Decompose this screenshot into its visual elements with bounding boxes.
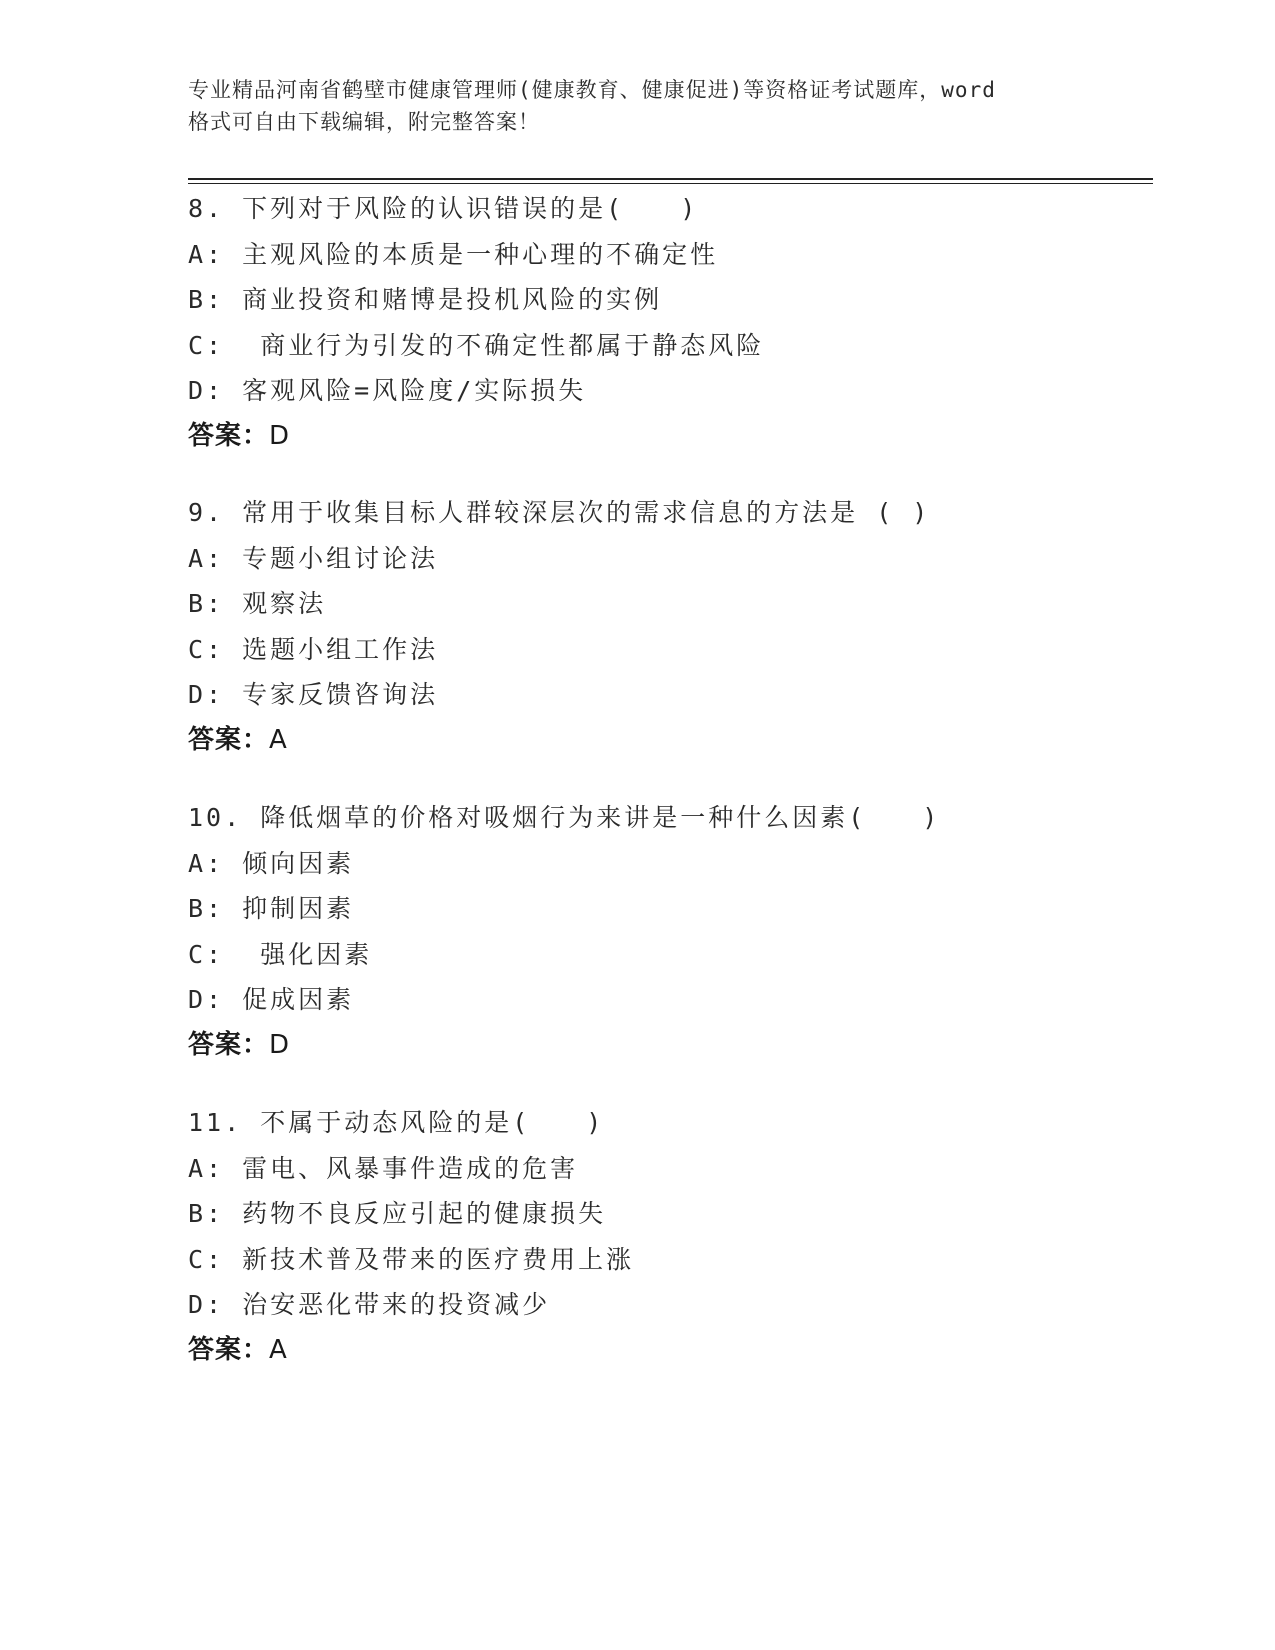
- answer-label: 答案：: [188, 1334, 270, 1365]
- option-b: B: 商业投资和赌博是投机风险的实例: [188, 285, 663, 314]
- option-a: A: 主观风险的本质是一种心理的不确定性: [188, 239, 719, 269]
- option-c: C: 新技术普及带来的医疗费用上涨: [188, 1244, 635, 1274]
- option-a: A: 倾向因素: [188, 848, 355, 878]
- question-8: [188, 186, 1148, 459]
- option-d: D: 客观风险=风险度/实际损失: [188, 376, 587, 405]
- question-11: [188, 1100, 1148, 1373]
- question-stem: 9. 常用于收集目标人群较深层次的需求信息的方法是 ( ): [188, 498, 931, 527]
- option-d: D: 治安恶化带来的投资减少: [188, 1290, 551, 1319]
- question-stem: 11. 不属于动态风险的是( ): [188, 1108, 605, 1137]
- question-stem: 8. 下列对于风险的认识错误的是( ): [188, 194, 699, 223]
- option-b: B: 抑制因素: [188, 894, 355, 923]
- option-b: B: 药物不良反应引起的健康损失: [188, 1199, 607, 1228]
- answer-label: 答案：: [188, 420, 270, 451]
- header-divider-thin: [188, 183, 1153, 184]
- header-divider-thick: [188, 178, 1153, 180]
- option-d: D: 专家反馈咨询法: [188, 680, 439, 709]
- answer-value: D: [269, 420, 291, 451]
- answer: [188, 1023, 1148, 1069]
- option-c: C: 选题小组工作法: [188, 634, 439, 664]
- answer-label: 答案：: [188, 724, 270, 755]
- question-stem: 10. 降低烟草的价格对吸烟行为来讲是一种什么因素( ): [188, 803, 941, 832]
- answer-value: A: [269, 1334, 288, 1365]
- option-a: A: 雷电、风暴事件造成的危害: [188, 1153, 579, 1183]
- option-a: A: 专题小组讨论法: [188, 543, 439, 573]
- question-10: [188, 795, 1148, 1068]
- answer-value: A: [269, 724, 288, 755]
- option-b: B: 观察法: [188, 589, 327, 618]
- header-line-2: 格式可自由下载编辑，附完整答案！: [188, 110, 540, 134]
- answer: [188, 1328, 1148, 1374]
- option-c: C: 商业行为引发的不确定性都属于静态风险: [188, 330, 765, 360]
- answer-value: D: [269, 1029, 291, 1060]
- document-header: [188, 74, 1088, 138]
- answer-label: 答案：: [188, 1029, 270, 1060]
- answer: [188, 414, 1148, 460]
- header-line-1: 专业精品河南省鹤壁市健康管理师(健康教育、健康促进)等资格证考试题库，word: [188, 78, 996, 102]
- question-9: [188, 490, 1148, 763]
- option-c: C: 强化因素: [188, 939, 373, 969]
- answer: [188, 718, 1148, 764]
- option-d: D: 促成因素: [188, 985, 355, 1014]
